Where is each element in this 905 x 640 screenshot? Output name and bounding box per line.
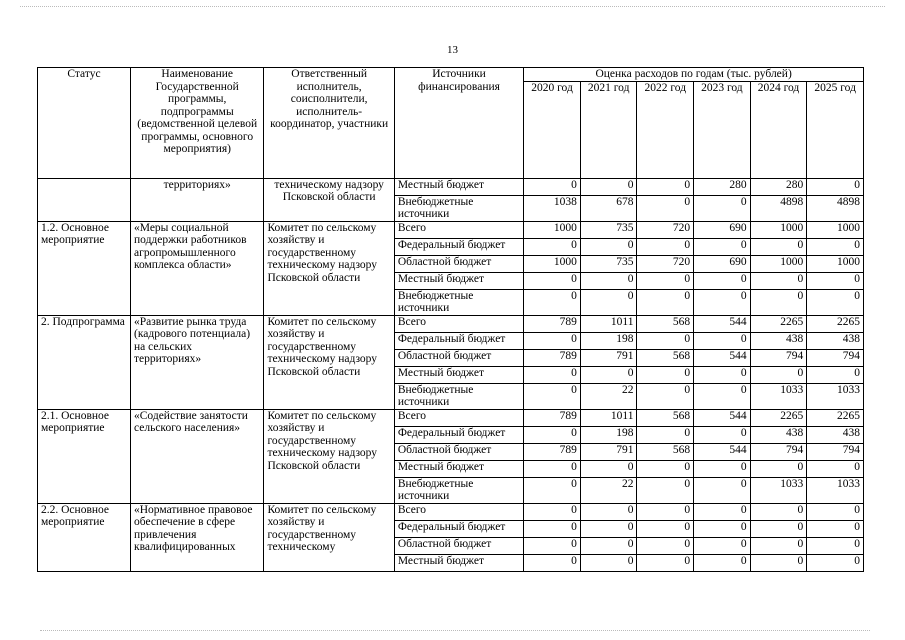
value-cell: 0: [694, 426, 751, 443]
value-cell: 22: [580, 477, 637, 503]
value-cell: 0: [750, 366, 807, 383]
value-cell: 0: [637, 460, 694, 477]
status-cell: 2.1. Основное мероприятие: [38, 409, 131, 503]
value-cell: 1011: [580, 409, 637, 426]
value-cell: 0: [524, 520, 581, 537]
value-cell: 568: [637, 315, 694, 332]
funding-source-cell: Всего: [394, 221, 523, 238]
program-name-continued: территориях»: [131, 178, 264, 221]
value-cell: 0: [694, 272, 751, 289]
value-cell: 0: [637, 554, 694, 571]
header-year: 2025 год: [807, 81, 864, 178]
value-cell: 0: [694, 554, 751, 571]
page-number: 13: [447, 44, 458, 56]
value-cell: 0: [637, 195, 694, 221]
value-cell: 0: [637, 503, 694, 520]
funding-source-cell: Внебюджетные источники: [394, 195, 523, 221]
value-cell: 0: [637, 477, 694, 503]
value-cell: 1033: [750, 477, 807, 503]
value-cell: 4898: [807, 195, 864, 221]
value-cell: 0: [524, 477, 581, 503]
value-cell: 794: [807, 349, 864, 366]
value-cell: 4898: [750, 195, 807, 221]
funding-source-cell: Внебюджетные источники: [394, 383, 523, 409]
value-cell: 1000: [750, 255, 807, 272]
value-cell: 0: [637, 289, 694, 315]
funding-source-cell: Федеральный бюджет: [394, 520, 523, 537]
value-cell: 0: [637, 520, 694, 537]
value-cell: 0: [580, 503, 637, 520]
value-cell: 544: [694, 409, 751, 426]
value-cell: 794: [807, 443, 864, 460]
value-cell: 1011: [580, 315, 637, 332]
value-cell: 0: [580, 238, 637, 255]
header-year: 2023 год: [694, 81, 751, 178]
funding-source-cell: Местный бюджет: [394, 366, 523, 383]
responsible-continued: техническому надзору Псковской области: [264, 178, 394, 221]
header-status: Статус: [38, 68, 131, 179]
value-cell: 735: [580, 255, 637, 272]
value-cell: 0: [637, 238, 694, 255]
status-cell: 2. Подпрограмма: [38, 315, 131, 409]
value-cell: 0: [750, 272, 807, 289]
value-cell: 0: [694, 332, 751, 349]
value-cell: 0: [637, 383, 694, 409]
value-cell: 0: [580, 460, 637, 477]
value-cell: 791: [580, 349, 637, 366]
value-cell: 1033: [750, 383, 807, 409]
funding-source-cell: Областной бюджет: [394, 349, 523, 366]
value-cell: 0: [807, 520, 864, 537]
value-cell: 0: [807, 272, 864, 289]
funding-source-cell: Областной бюджет: [394, 255, 523, 272]
table-body: [38, 178, 864, 571]
value-cell: 0: [694, 195, 751, 221]
value-cell: 438: [750, 426, 807, 443]
value-cell: 1000: [524, 221, 581, 238]
value-cell: 0: [694, 238, 751, 255]
funding-source-cell: Федеральный бюджет: [394, 238, 523, 255]
funding-source-cell: Местный бюджет: [394, 554, 523, 571]
status-cell: 2.2. Основное мероприятие: [38, 503, 131, 571]
value-cell: 0: [694, 289, 751, 315]
value-cell: 2265: [750, 315, 807, 332]
value-cell: 198: [580, 332, 637, 349]
value-cell: 0: [524, 554, 581, 571]
value-cell: 0: [580, 272, 637, 289]
funding-source-cell: Всего: [394, 503, 523, 520]
value-cell: 678: [580, 195, 637, 221]
value-cell: 720: [637, 255, 694, 272]
value-cell: 0: [807, 460, 864, 477]
value-cell: 0: [637, 332, 694, 349]
value-cell: 789: [524, 409, 581, 426]
value-cell: 0: [694, 383, 751, 409]
value-cell: 2265: [807, 315, 864, 332]
header-year: 2022 год: [637, 81, 694, 178]
value-cell: 0: [524, 178, 581, 195]
value-cell: 0: [750, 503, 807, 520]
value-cell: 438: [750, 332, 807, 349]
value-cell: 544: [694, 315, 751, 332]
value-cell: 1038: [524, 195, 581, 221]
responsible-cell: Комитет по сельскому хозяйству и государственному техническому: [264, 503, 394, 571]
value-cell: 0: [637, 426, 694, 443]
value-cell: 0: [580, 554, 637, 571]
value-cell: 0: [524, 383, 581, 409]
funding-source-cell: Всего: [394, 315, 523, 332]
value-cell: 0: [637, 178, 694, 195]
value-cell: 0: [750, 289, 807, 315]
value-cell: 1000: [807, 221, 864, 238]
value-cell: 0: [524, 289, 581, 315]
value-cell: 789: [524, 315, 581, 332]
table-row: [38, 178, 864, 195]
value-cell: 690: [694, 255, 751, 272]
budget-table: [37, 67, 864, 572]
value-cell: 22: [580, 383, 637, 409]
funding-source-cell: Областной бюджет: [394, 443, 523, 460]
program-name-cell: «Меры социальной поддержки работников агропромышленного комплекса области»: [131, 221, 264, 315]
value-cell: 791: [580, 443, 637, 460]
header-estimate: Оценка расходов по годам (тыс. рублей): [524, 68, 864, 82]
value-cell: 0: [694, 366, 751, 383]
value-cell: 568: [637, 409, 694, 426]
funding-source-cell: Местный бюджет: [394, 272, 523, 289]
value-cell: 438: [807, 426, 864, 443]
value-cell: 0: [807, 554, 864, 571]
value-cell: 690: [694, 221, 751, 238]
value-cell: 1033: [807, 383, 864, 409]
program-name-cell: «Нормативное правовое обеспечение в сфере привлечения квалифицированных: [131, 503, 264, 571]
header-sources: Источники финансирования: [394, 68, 523, 179]
value-cell: 438: [807, 332, 864, 349]
funding-source-cell: Федеральный бюджет: [394, 426, 523, 443]
value-cell: 0: [807, 366, 864, 383]
header-responsible: Ответственный исполнитель, соисполнители, исполнитель-координатор, участники: [264, 68, 394, 179]
value-cell: 1033: [807, 477, 864, 503]
value-cell: 0: [524, 426, 581, 443]
value-cell: 0: [580, 178, 637, 195]
funding-source-cell: Местный бюджет: [394, 178, 523, 195]
value-cell: 198: [580, 426, 637, 443]
funding-source-cell: Внебюджетные источники: [394, 289, 523, 315]
value-cell: 0: [637, 537, 694, 554]
value-cell: 0: [694, 537, 751, 554]
value-cell: 2265: [750, 409, 807, 426]
funding-source-cell: Всего: [394, 409, 523, 426]
value-cell: 0: [524, 503, 581, 520]
program-name-cell: «Содействие занятости сельского населения»: [131, 409, 264, 503]
table-row: [38, 315, 864, 332]
value-cell: 0: [750, 460, 807, 477]
value-cell: 280: [694, 178, 751, 195]
scan-edge-top: [20, 6, 885, 7]
value-cell: 0: [750, 537, 807, 554]
value-cell: 0: [694, 460, 751, 477]
funding-source-cell: Местный бюджет: [394, 460, 523, 477]
value-cell: 1000: [807, 255, 864, 272]
header-year: 2020 год: [524, 81, 581, 178]
value-cell: 794: [750, 443, 807, 460]
value-cell: 544: [694, 443, 751, 460]
value-cell: 1000: [750, 221, 807, 238]
value-cell: 0: [807, 289, 864, 315]
value-cell: 280: [750, 178, 807, 195]
status-cell-continued: [38, 178, 131, 221]
responsible-cell: Комитет по сельскому хозяйству и государственному техническому надзору Псковской области: [264, 409, 394, 503]
header-year: 2021 год: [580, 81, 637, 178]
value-cell: 0: [580, 520, 637, 537]
value-cell: 0: [524, 366, 581, 383]
value-cell: 794: [750, 349, 807, 366]
funding-source-cell: Областной бюджет: [394, 537, 523, 554]
value-cell: 0: [750, 520, 807, 537]
responsible-cell: Комитет по сельскому хозяйству и государственному техническому надзору Псковской области: [264, 221, 394, 315]
value-cell: 735: [580, 221, 637, 238]
value-cell: 0: [637, 366, 694, 383]
scan-edge-bottom: [40, 630, 870, 631]
value-cell: 544: [694, 349, 751, 366]
funding-source-cell: Федеральный бюджет: [394, 332, 523, 349]
status-cell: 1.2. Основное мероприятие: [38, 221, 131, 315]
program-name-cell: «Развитие рынка труда (кадрового потенциала) на сельских территориях»: [131, 315, 264, 409]
value-cell: 1000: [524, 255, 581, 272]
header-year: 2024 год: [750, 81, 807, 178]
table-row: [38, 221, 864, 238]
value-cell: 0: [524, 272, 581, 289]
value-cell: 789: [524, 349, 581, 366]
table-row: [38, 409, 864, 426]
value-cell: 0: [807, 178, 864, 195]
value-cell: 0: [694, 477, 751, 503]
value-cell: 0: [580, 289, 637, 315]
value-cell: 0: [807, 503, 864, 520]
header-name: Наименование Государственной программы, подпрограммы (ведомственной целевой программы, основного мероприятия): [131, 68, 264, 179]
value-cell: 0: [524, 460, 581, 477]
value-cell: 0: [807, 537, 864, 554]
value-cell: 568: [637, 349, 694, 366]
value-cell: 0: [694, 503, 751, 520]
value-cell: 0: [637, 272, 694, 289]
value-cell: 0: [750, 554, 807, 571]
value-cell: 0: [807, 238, 864, 255]
value-cell: 0: [524, 238, 581, 255]
table-row: [38, 503, 864, 520]
value-cell: 0: [750, 238, 807, 255]
value-cell: 568: [637, 443, 694, 460]
responsible-cell: Комитет по сельскому хозяйству и государственному техническому надзору Псковской области: [264, 315, 394, 409]
value-cell: 0: [524, 332, 581, 349]
funding-source-cell: Внебюджетные источники: [394, 477, 523, 503]
value-cell: 0: [580, 537, 637, 554]
value-cell: 0: [524, 537, 581, 554]
value-cell: 0: [694, 520, 751, 537]
value-cell: 720: [637, 221, 694, 238]
value-cell: 0: [580, 366, 637, 383]
value-cell: 789: [524, 443, 581, 460]
value-cell: 2265: [807, 409, 864, 426]
